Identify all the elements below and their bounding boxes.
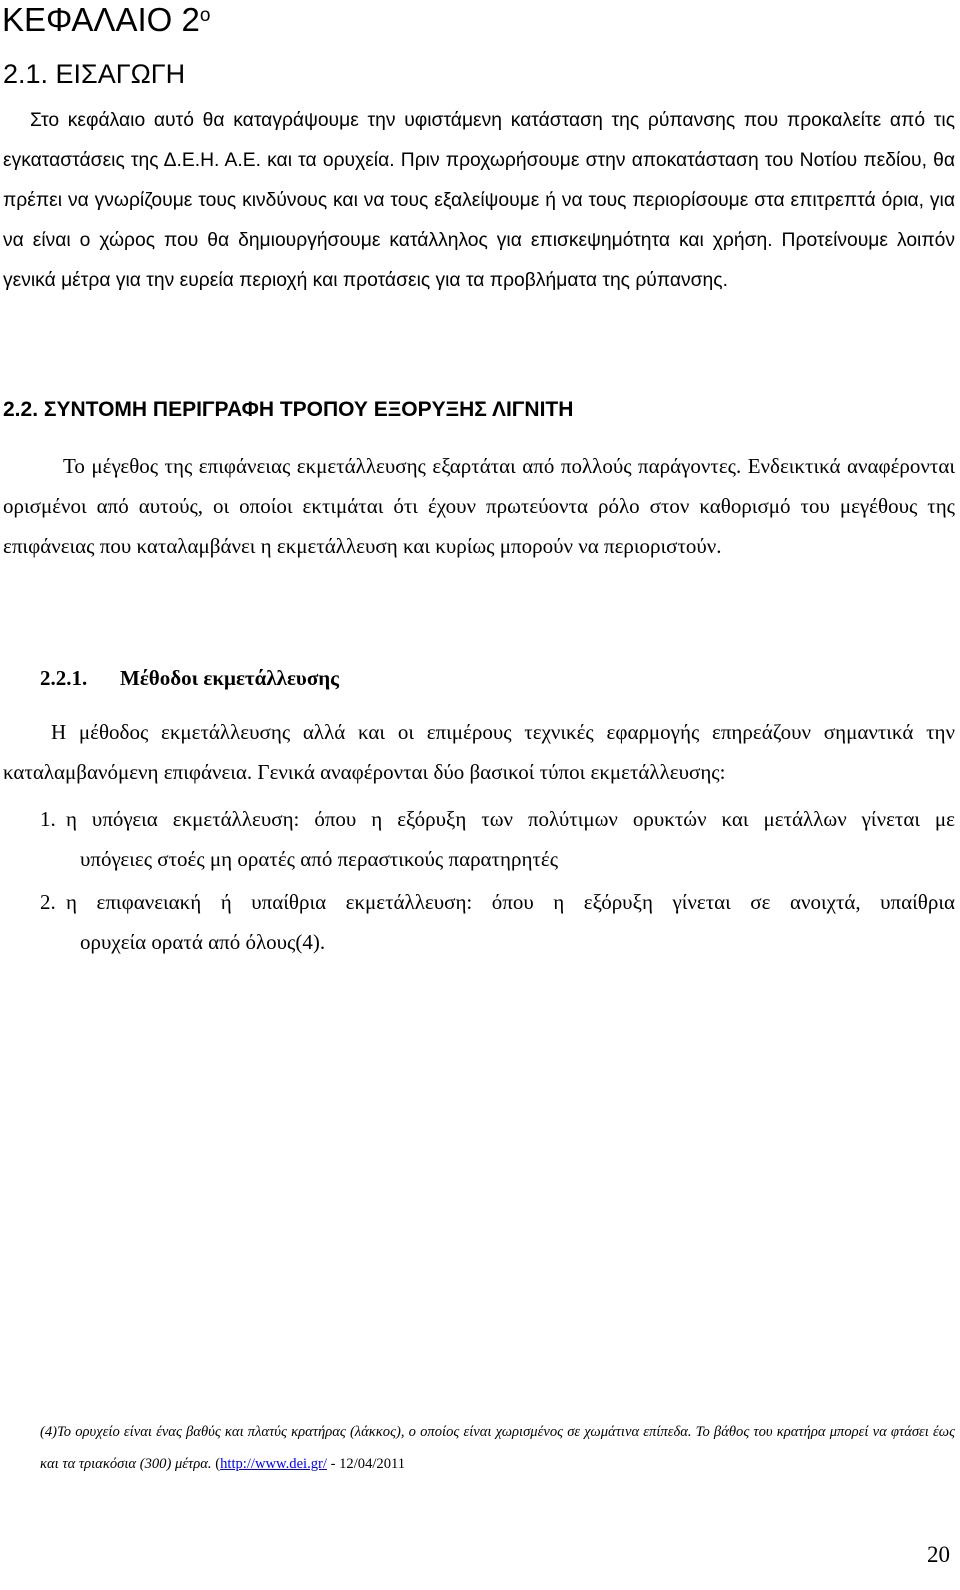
- footnote-paren: (: [211, 1456, 221, 1472]
- footnote-link[interactable]: http://www.dei.gr/: [220, 1456, 327, 1472]
- chapter-superscript: ο: [199, 5, 211, 26]
- list-marker: 1.: [40, 807, 56, 831]
- subsection-paragraph: Η μέθοδος εκμετάλλευσης αλλά και οι επιμέρους τεχνικές εφαρμογής επηρεάζουν σημαντικά την καταλαμβανόμενη επιφάνεια. Γενικά αναφέρονται δύο βασικοί τύποι εκμετάλλευσης:: [3, 720, 955, 784]
- section-2-paragraph: Το μέγεθος της επιφάνειας εκμετάλλευσης εξαρτάται από πολλούς παράγοντες. Ενδεικτικά αναφέρονται ορισμένοι από αυτούς, οι οποίοι εκτιμάται ότι έχουν πρωτεύοντα ρόλο στον καθορισμό του μεγέθους της επιφάνειας που καταλαμβάνει η εκμετάλλευση και κυρίως μπορούν να περιοριστούν.: [3, 454, 955, 558]
- subsection-title: Μέθοδοι εκμετάλλευσης: [120, 666, 340, 690]
- list-item-text: η επιφανειακή ή υπαίθρια εκμετάλλευση: όπου η εξόρυξη γίνεται σε ανοιχτά, υπαίθρια: [66, 890, 955, 914]
- subsection-number: 2.2.1.: [40, 666, 88, 690]
- chapter-label: ΚΕΦΑΛΑΙΟ 2: [2, 1, 200, 38]
- subsection-heading: [40, 665, 339, 691]
- chapter-heading: [2, 2, 210, 38]
- section-1-paragraph: Στο κεφάλαιο αυτό θα καταγράψουμε την υφιστάμενη κατάσταση της ρύπανσης που προκαλείτε από τις εγκαταστάσεις της Δ.Ε.Η. Α.Ε. και τα ορυχεία. Πριν προχωρήσουμε στην αποκατάσταση του Νοτίου πεδίου, θα πρέπει να γνωρίζουμε τους κινδύνους και να τους εξαλείψουμε ή να τους περιορίσουμε στα επιτρεπτά όρια, για να είναι ο χώρος που θα δημιουργήσουμε κατάλληλος για επισκεψημότητα και χρήση. Προτείνουμε λοιπόν γενικά μέτρα για την ευρεία περιοχή και προτάσεις για τα προβλήματα της ρύπανσης.: [3, 110, 955, 291]
- section-2-title: 2.2. ΣΥΝΤΟΜΗ ΠΕΡΙΓΡΑΦΗ ΤΡΟΠΟΥ ΕΞΟΡΥΞΗΣ ΛΙΓΝΙΤΗ: [3, 398, 574, 421]
- section-1-title: 2.1. ΕΙΣΑΓΩΓΗ: [3, 59, 186, 89]
- page-number: 20: [927, 1542, 950, 1567]
- list-marker: 2.: [40, 890, 56, 914]
- footnote-date: - 12/04/2011: [326, 1456, 406, 1472]
- list-item-continuation: ορυχεία ορατά από όλους(4).: [80, 930, 326, 954]
- footnote-text: (4)Το ορυχείο είναι ένας βαθύς και πλατύς κρατήρας (λάκκος), ο οποίος είναι χωρισμένος σε χωμάτινα επίπεδα. Το βάθος του κρατήρα μπορεί να φτάσει έως και τα τριακόσια (300) μέτρα.: [40, 1424, 955, 1472]
- list-item-continuation: υπόγειες στοές μη ορατές από περαστικούς παρατηρητές: [80, 847, 559, 871]
- footnote: [40, 1416, 955, 1480]
- list-item-text: η υπόγεια εκμετάλλευση: όπου η εξόρυξη των πολύτιμων ορυκτών και μετάλλων γίνεται με: [66, 807, 955, 831]
